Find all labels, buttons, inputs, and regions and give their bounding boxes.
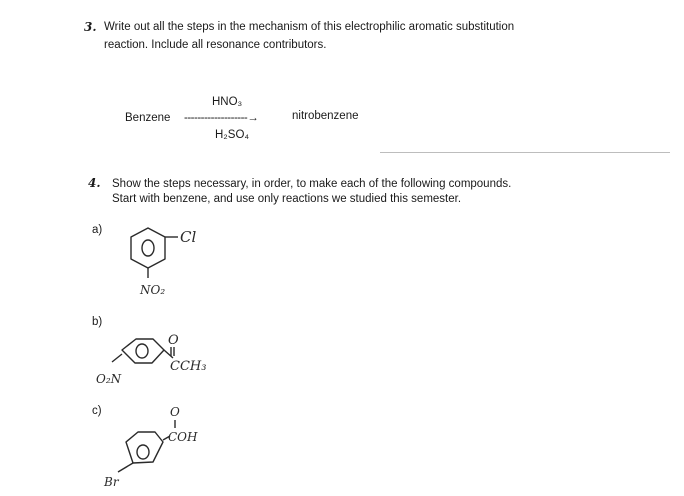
- structure-c-substituent-1: COH: [168, 430, 198, 444]
- reactant-label: Benzene: [125, 112, 171, 124]
- reagent-bottom: H₂SO₄: [215, 129, 250, 141]
- structure-b-ring: [122, 339, 164, 363]
- structure-c-substituent-2: Br: [104, 475, 119, 489]
- part-b-label: b): [92, 316, 103, 328]
- structure-a-substituent-1: NO₂: [140, 283, 166, 297]
- reaction-arrow: -------------------→: [184, 112, 259, 124]
- product-label: nitrobenzene: [292, 110, 359, 122]
- structure-c-substituent-0: O: [170, 405, 180, 419]
- part-a-label: a): [92, 224, 103, 236]
- question-3-line2: reaction. Include all resonance contributors.: [104, 39, 327, 51]
- question-3-line1: Write out all the steps in the mechanism of this electrophilic aromatic substitution: [104, 21, 515, 33]
- question-4-number: 4.: [88, 176, 101, 190]
- structure-b-substituent-0: O₂N: [96, 372, 122, 386]
- question-4-line1: Show the steps necessary, in order, to make each of the following compounds.: [112, 178, 512, 190]
- structure-a-substituent-0: Cl: [180, 228, 197, 246]
- reagent-top: HNO₃: [212, 96, 243, 108]
- structure-b-substituent-1: O: [168, 333, 179, 348]
- structure-b-substituent-2: CCH₃: [170, 359, 207, 374]
- question-3-number: 3.: [84, 20, 97, 34]
- question-4-line2: Start with benzene, and use only reactions we studied this semester.: [112, 193, 462, 205]
- structure-a-ring: [131, 228, 165, 268]
- part-c-label: c): [92, 405, 102, 417]
